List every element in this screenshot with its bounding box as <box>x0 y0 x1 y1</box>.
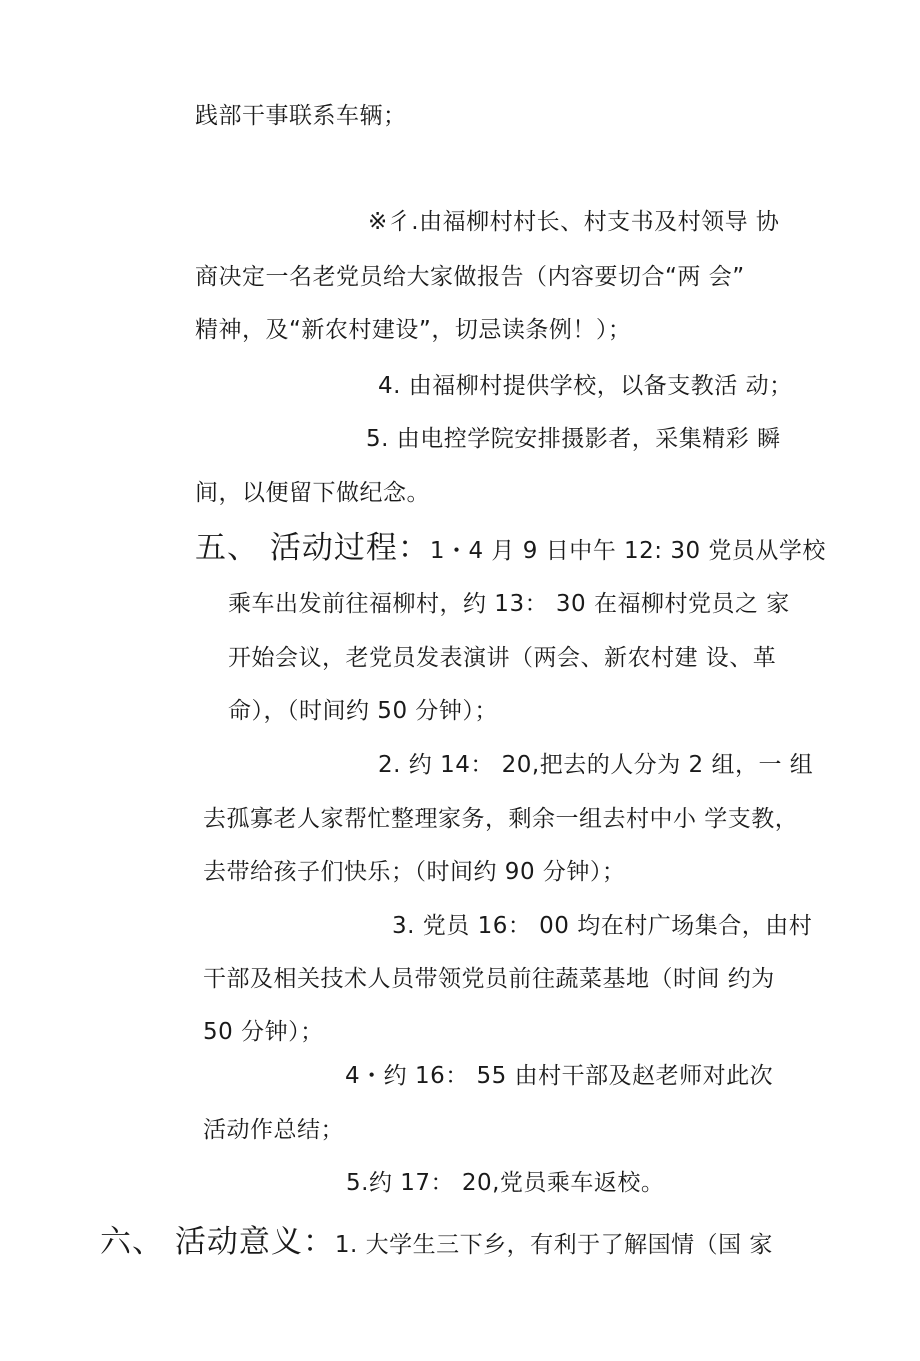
text-line: 4・约 16： 55 由村干部及赵老师对此次 <box>345 1063 774 1089</box>
text-line: 间，以便留下做纪念。 <box>195 480 430 506</box>
text-line: 50 分钟）； <box>203 1019 324 1045</box>
text-line: 1・4 月 9 日中午 12: 30 党员从学校 <box>429 538 826 564</box>
section-heading-process <box>195 528 826 571</box>
text-line: 去带给孩子们快乐；（时间约 90 分钟）； <box>203 859 626 885</box>
text-line: 乘车出发前往福柳村，约 13： 30 在福柳村党员之 家 <box>228 591 790 617</box>
text-line: 5. 由电控学院安排摄影者，采集精彩 瞬 <box>366 426 781 452</box>
text-line: 1. 大学生三下乡，有利于了解国情（国 家 <box>334 1232 773 1258</box>
text-line: 践部干事联系车辆； <box>195 103 407 129</box>
text-line: ※彳.由福柳村村长、村支书及村领导 协 <box>368 209 780 235</box>
text-line: 2. 约 14： 20,把去的人分为 2 组，一 组 <box>378 752 814 778</box>
text-line: 商决定一名老党员给大家做报告（内容要切合“两 会” <box>195 264 745 290</box>
text-line: 5.约 17： 20,党员乘车返校。 <box>346 1170 665 1196</box>
section-title: 六、 活动意义： <box>100 1224 335 1260</box>
text-line: 命），（时间约 50 分钟）； <box>228 698 498 724</box>
section-heading-significance <box>100 1222 773 1265</box>
text-line: 3. 党员 16： 00 均在村广场集合，由村 <box>392 913 813 939</box>
section-title: 五、 活动过程： <box>195 530 430 566</box>
text-line: 干部及相关技术人员带领党员前往蔬菜基地（时间 约为 <box>203 966 775 992</box>
text-line: 4. 由福柳村提供学校，以备支教活 动； <box>378 373 793 399</box>
text-line: 开始会议，老党员发表演讲（两会、新农村建 设、革 <box>228 645 777 671</box>
text-line: 精神，及“新农村建设”，切忌读条例！）； <box>195 317 632 343</box>
text-line: 去孤寡老人家帮忙整理家务，剩余一组去村中小 学支教， <box>203 806 799 832</box>
text-line: 活动作总结； <box>203 1117 344 1143</box>
